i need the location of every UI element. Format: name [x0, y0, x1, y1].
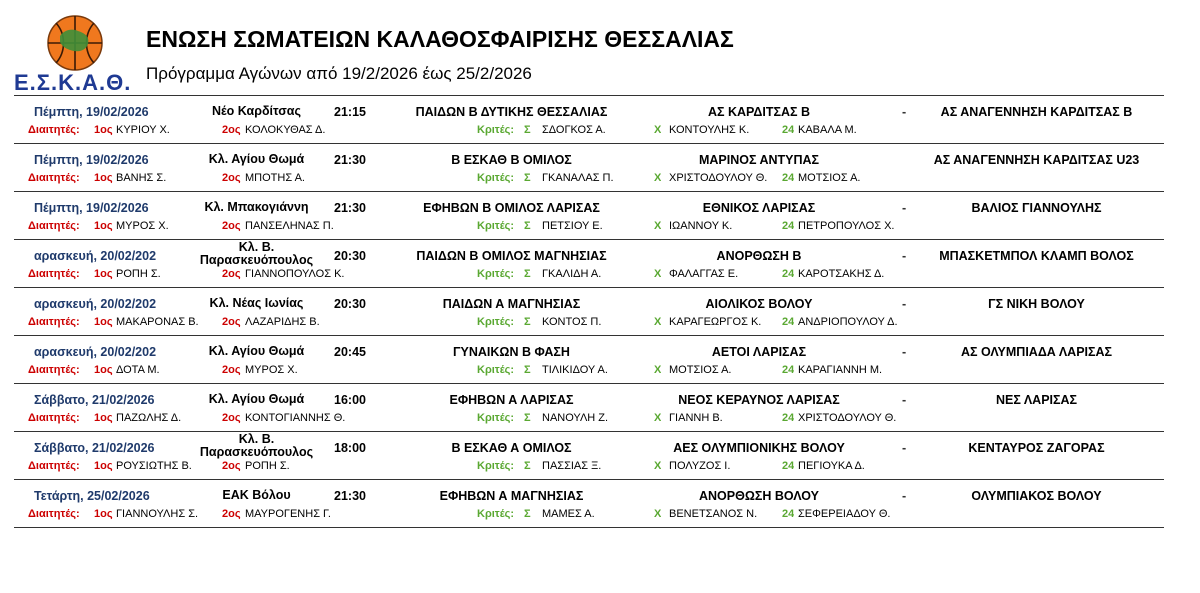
match-category: ΠΑΙΔΩΝ Α ΜΑΓΝΗΣΙΑΣ [442, 297, 581, 311]
away-team: ΚΕΝΤΑΥΡΟΣ ΖΑΓΟΡΑΣ [968, 441, 1105, 455]
second-referee-name: ΠΑΝΣΕΛΗΝΑΣ Π. [245, 220, 334, 232]
match-list [0, 96, 1200, 528]
home-team: ΑΕΣ ΟΛΥΜΠΙΟΝΙΚΗΣ ΒΟΛΟΥ [673, 441, 845, 455]
judges-label: Κριτές: [477, 460, 515, 472]
first-referee-label: 1ος [94, 268, 113, 280]
shot-clock-label: 24 [782, 364, 795, 376]
match-row [14, 432, 1164, 480]
scorer-label: Σ [524, 364, 531, 376]
away-team: ΒΑΛΙΟΣ ΓΙΑΝΝΟΥΛΗΣ [971, 201, 1102, 215]
shot-clock-label: 24 [782, 172, 795, 184]
scorer-label: Σ [524, 172, 531, 184]
match-category: ΠΑΙΔΩΝ Β ΔΥΤΙΚΗΣ ΘΕΣΣΑΛΙΑΣ [415, 105, 608, 119]
referees-label: Διαιτητές: [28, 172, 80, 184]
first-referee-name: ΓΙΑΝΝΟΥΛΗΣ Σ. [116, 508, 199, 520]
judges-label: Κριτές: [477, 508, 515, 520]
teams-separator: - [902, 393, 907, 407]
timer-name: ΚΟΝΤΟΥΛΗΣ Κ. [669, 124, 750, 136]
scorer-label: Σ [524, 460, 531, 472]
timer-label: Χ [654, 268, 662, 280]
away-team: ΓΣ ΝΙΚΗ ΒΟΛΟΥ [988, 297, 1085, 311]
match-date: Πέμπτη, 19/02/2026 [34, 201, 149, 215]
match-time: 20:45 [334, 345, 366, 359]
judges-label: Κριτές: [477, 316, 515, 328]
referees-label: Διαιτητές: [28, 364, 80, 376]
shot-clock-label: 24 [782, 124, 795, 136]
first-referee-name: ΠΑΖΩΛΗΣ Δ. [116, 412, 182, 424]
second-referee-label: 2ος [222, 316, 241, 328]
first-referee-name: ΡΟΠΗ Σ. [116, 268, 161, 280]
timer-label: Χ [654, 124, 662, 136]
first-referee-name: ΔΟΤΑ Μ. [116, 364, 160, 376]
home-team: ΑΕΤΟΙ ΛΑΡΙΣΑΣ [711, 345, 807, 359]
match-venue: Κλ. Β. Παρασκευόπουλος [199, 433, 314, 459]
page-title: ΕΝΩΣΗ ΣΩΜΑΤΕΙΩΝ ΚΑΛΑΘΟΣΦΑΙΡΙΣΗΣ ΘΕΣΣΑΛΙΑΣ [146, 26, 734, 52]
referees-label: Διαιτητές: [28, 460, 80, 472]
timer-label: Χ [654, 412, 662, 424]
match-date: Πέμπτη, 19/02/2026 [34, 105, 149, 119]
teams-separator: - [902, 249, 907, 263]
away-team: ΝΕΣ ΛΑΡΙΣΑΣ [995, 393, 1078, 407]
teams-separator: - [902, 441, 907, 455]
timer-label: Χ [654, 460, 662, 472]
scorer-name: ΤΙΛΙΚΙΔΟΥ Α. [542, 364, 608, 376]
match-date: αρασκευή, 20/02/202 [34, 249, 157, 263]
away-team: ΑΣ ΟΛΥΜΠΙΑΔΑ ΛΑΡΙΣΑΣ [960, 345, 1113, 359]
first-referee-label: 1ος [94, 412, 113, 424]
match-time: 21:30 [334, 489, 366, 503]
match-category: ΕΦΗΒΩΝ Α ΛΑΡΙΣΑΣ [449, 393, 574, 407]
timer-label: Χ [654, 316, 662, 328]
first-referee-name: ΜΑΚΑΡΟΝΑΣ Β. [116, 316, 199, 328]
first-referee-label: 1ος [94, 220, 113, 232]
scorer-name: ΚΟΝΤΟΣ Π. [542, 316, 602, 328]
match-row [14, 192, 1164, 240]
home-team: ΑΝΟΡΘΩΣΗ ΒΟΛΟΥ [699, 489, 819, 503]
match-row [14, 288, 1164, 336]
match-category: Β ΕΣΚΑΘ Α ΟΜΙΛΟΣ [451, 441, 572, 455]
first-referee-label: 1ος [94, 316, 113, 328]
home-team: ΑΣ ΚΑΡΔΙΤΣΑΣ Β [707, 105, 811, 119]
second-referee-name: ΓΙΑΝΝΟΠΟΥΛΟΣ Κ. [245, 268, 345, 280]
timer-label: Χ [654, 172, 662, 184]
scorer-label: Σ [524, 508, 531, 520]
teams-separator: - [902, 201, 907, 215]
page-header [0, 0, 1200, 95]
referees-label: Διαιτητές: [28, 268, 80, 280]
timer-name: ΜΟΤΣΙΟΣ Α. [669, 364, 732, 376]
timer-label: Χ [654, 220, 662, 232]
first-referee-name: ΡΟΥΣΙΩΤΗΣ Β. [116, 460, 192, 472]
referees-label: Διαιτητές: [28, 412, 80, 424]
match-venue: Κλ. Αγίου Θωμά [208, 153, 305, 166]
first-referee-name: ΚΥΡΙΟΥ Χ. [116, 124, 170, 136]
match-category: ΕΦΗΒΩΝ Β ΟΜΙΛΟΣ ΛΑΡΙΣΑΣ [423, 201, 600, 215]
basketball-logo-icon [46, 14, 104, 72]
timer-name: ΓΙΑΝΝΗ Β. [669, 412, 723, 424]
teams-separator: - [902, 489, 907, 503]
teams-separator: - [902, 105, 907, 119]
timer-name: ΙΩΑΝΝΟΥ Κ. [669, 220, 733, 232]
shot-clock-name: ΠΕΓΙΟΥΚΑ Δ. [798, 460, 865, 472]
second-referee-name: ΜΑΥΡΟΓΕΝΗΣ Γ. [245, 508, 331, 520]
second-referee-label: 2ος [222, 220, 241, 232]
second-referee-label: 2ος [222, 460, 241, 472]
match-category: ΕΦΗΒΩΝ Α ΜΑΓΝΗΣΙΑΣ [439, 489, 584, 503]
match-date: Σάββατο, 21/02/2026 [34, 441, 155, 455]
away-team: ΑΣ ΑΝΑΓΕΝΝΗΣΗ ΚΑΡΔΙΤΣΑΣ U23 [933, 153, 1140, 167]
judges-label: Κριτές: [477, 124, 515, 136]
scorer-label: Σ [524, 124, 531, 136]
match-venue: Κλ. Αγίου Θωμά [208, 345, 305, 358]
shot-clock-name: ΑΝΔΡΙΟΠΟΥΛΟΥ Δ. [798, 316, 898, 328]
second-referee-name: ΡΟΠΗ Σ. [245, 460, 290, 472]
shot-clock-name: ΚΑΒΑΛΑ Μ. [798, 124, 857, 136]
away-team: ΟΛΥΜΠΙΑΚΟΣ ΒΟΛΟΥ [971, 489, 1102, 503]
page-subtitle: Πρόγραμμα Αγώνων από 19/2/2026 έως 25/2/2026 [146, 64, 532, 83]
match-venue: Κλ. Αγίου Θωμά [208, 393, 305, 406]
shot-clock-name: ΚΑΡΑΓΙΑΝΝΗ Μ. [798, 364, 883, 376]
match-time: 21:15 [334, 105, 366, 119]
match-date: Τετάρτη, 25/02/2026 [34, 489, 150, 503]
referees-label: Διαιτητές: [28, 124, 80, 136]
second-referee-name: ΜΥΡΟΣ Χ. [245, 364, 298, 376]
referees-label: Διαιτητές: [28, 508, 80, 520]
timer-name: ΚΑΡΑΓΕΩΡΓΟΣ Κ. [669, 316, 762, 328]
scorer-label: Σ [524, 316, 531, 328]
shot-clock-label: 24 [782, 220, 795, 232]
match-time: 21:30 [334, 153, 366, 167]
match-row [14, 96, 1164, 144]
judges-label: Κριτές: [477, 364, 515, 376]
second-referee-label: 2ος [222, 412, 241, 424]
match-row [14, 384, 1164, 432]
shot-clock-name: ΠΕΤΡΟΠΟΥΛΟΣ Χ. [798, 220, 895, 232]
judges-label: Κριτές: [477, 172, 515, 184]
match-date: Σάββατο, 21/02/2026 [34, 393, 155, 407]
shot-clock-label: 24 [782, 460, 795, 472]
first-referee-label: 1ος [94, 172, 113, 184]
timer-name: ΒΕΝΕΤΣΑΝΟΣ Ν. [669, 508, 758, 520]
timer-name: ΦΑΛΑΓΓΑΣ Ε. [669, 268, 739, 280]
match-date: Πέμπτη, 19/02/2026 [34, 153, 149, 167]
match-venue: Νέο Καρδίτσας [212, 105, 301, 118]
home-team: ΝΕΟΣ ΚΕΡΑΥΝΟΣ ΛΑΡΙΣΑΣ [678, 393, 840, 407]
away-team: ΜΠΑΣΚΕΤΜΠΟΛ ΚΛΑΜΠ ΒΟΛΟΣ [939, 249, 1134, 263]
match-row [14, 144, 1164, 192]
scorer-name: ΣΔΟΓΚΟΣ Α. [542, 124, 606, 136]
match-venue: Κλ. Β. Παρασκευόπουλος [199, 241, 314, 267]
second-referee-name: ΚΟΛΟΚΥΘΑΣ Δ. [245, 124, 326, 136]
scorer-name: ΜΑΜΕΣ Α. [542, 508, 595, 520]
eskath-logo [14, 12, 132, 95]
second-referee-name: ΛΑΖΑΡΙΔΗΣ Β. [245, 316, 320, 328]
shot-clock-name: ΚΑΡΟΤΣΑΚΗΣ Δ. [798, 268, 885, 280]
match-row [14, 336, 1164, 384]
match-venue: ΕΑΚ Βόλου [222, 489, 291, 502]
timer-name: ΠΟΛΥΖΟΣ Ι. [669, 460, 731, 472]
match-venue: Κλ. Μπακογιάννη [204, 201, 309, 214]
shot-clock-name: ΣΕΦΕΡΕΙΑΔΟΥ Θ. [798, 508, 891, 520]
shot-clock-label: 24 [782, 316, 795, 328]
shot-clock-label: 24 [782, 412, 795, 424]
shot-clock-name: ΧΡΙΣΤΟΔΟΥΛΟΥ Θ. [798, 412, 897, 424]
referees-label: Διαιτητές: [28, 316, 80, 328]
home-team: ΑΝΟΡΘΩΣΗ Β [716, 249, 802, 263]
match-row [14, 480, 1164, 528]
match-category: ΠΑΙΔΩΝ Β ΟΜΙΛΟΣ ΜΑΓΝΗΣΙΑΣ [416, 249, 607, 263]
scorer-label: Σ [524, 220, 531, 232]
match-time: 16:00 [334, 393, 366, 407]
second-referee-label: 2ος [222, 268, 241, 280]
match-time: 20:30 [334, 297, 366, 311]
away-team: ΑΣ ΑΝΑΓΕΝΝΗΣΗ ΚΑΡΔΙΤΣΑΣ Β [940, 105, 1133, 119]
match-date: αρασκευή, 20/02/202 [34, 297, 157, 311]
scorer-name: ΓΚΑΛΙΔΗ Α. [542, 268, 602, 280]
timer-name: ΧΡΙΣΤΟΔΟΥΛΟΥ Θ. [669, 172, 768, 184]
second-referee-name: ΜΠΟΤΗΣ Α. [245, 172, 305, 184]
second-referee-label: 2ος [222, 508, 241, 520]
match-time: 21:30 [334, 201, 366, 215]
shot-clock-label: 24 [782, 268, 795, 280]
judges-label: Κριτές: [477, 220, 515, 232]
first-referee-label: 1ος [94, 460, 113, 472]
match-category: ΓΥΝΑΙΚΩΝ Β ΦΑΣΗ [453, 345, 570, 359]
first-referee-name: ΜΥΡΟΣ Χ. [116, 220, 169, 232]
home-team: ΜΑΡΙΝΟΣ ΑΝΤΥΠΑΣ [698, 153, 820, 167]
match-category: Β ΕΣΚΑΘ Β ΟΜΙΛΟΣ [451, 153, 572, 167]
shot-clock-name: ΜΟΤΣΙΟΣ Α. [798, 172, 861, 184]
timer-label: Χ [654, 508, 662, 520]
home-team: ΕΘΝΙΚΟΣ ΛΑΡΙΣΑΣ [702, 201, 816, 215]
judges-label: Κριτές: [477, 412, 515, 424]
first-referee-label: 1ος [94, 124, 113, 136]
timer-label: Χ [654, 364, 662, 376]
scorer-name: ΠΑΣΣΙΑΣ Ξ. [542, 460, 602, 472]
scorer-label: Σ [524, 268, 531, 280]
home-team: ΑΙΟΛΙΚΟΣ ΒΟΛΟΥ [705, 297, 813, 311]
teams-separator: - [902, 297, 907, 311]
second-referee-name: ΚΟΝΤΟΓΙΑΝΝΗΣ Θ. [245, 412, 346, 424]
match-time: 18:00 [334, 441, 366, 455]
second-referee-label: 2ος [222, 124, 241, 136]
teams-separator: - [902, 345, 907, 359]
shot-clock-label: 24 [782, 508, 795, 520]
scorer-name: ΓΚΑΝΑΛΑΣ Π. [542, 172, 614, 184]
logo-text: Ε.Σ.Κ.Α.Θ. [14, 70, 132, 95]
match-date: αρασκευή, 20/02/202 [34, 345, 157, 359]
scorer-name: ΝΑΝΟΥΛΗ Ζ. [542, 412, 609, 424]
first-referee-name: ΒΑΝΗΣ Σ. [116, 172, 167, 184]
second-referee-label: 2ος [222, 172, 241, 184]
match-time: 20:30 [334, 249, 366, 263]
referees-label: Διαιτητές: [28, 220, 80, 232]
scorer-name: ΠΕΤΣΙΟΥ Ε. [542, 220, 603, 232]
first-referee-label: 1ος [94, 364, 113, 376]
judges-label: Κριτές: [477, 268, 515, 280]
second-referee-label: 2ος [222, 364, 241, 376]
match-venue: Κλ. Νέας Ιωνίας [209, 297, 304, 310]
first-referee-label: 1ος [94, 508, 113, 520]
match-row [14, 240, 1164, 288]
scorer-label: Σ [524, 412, 531, 424]
